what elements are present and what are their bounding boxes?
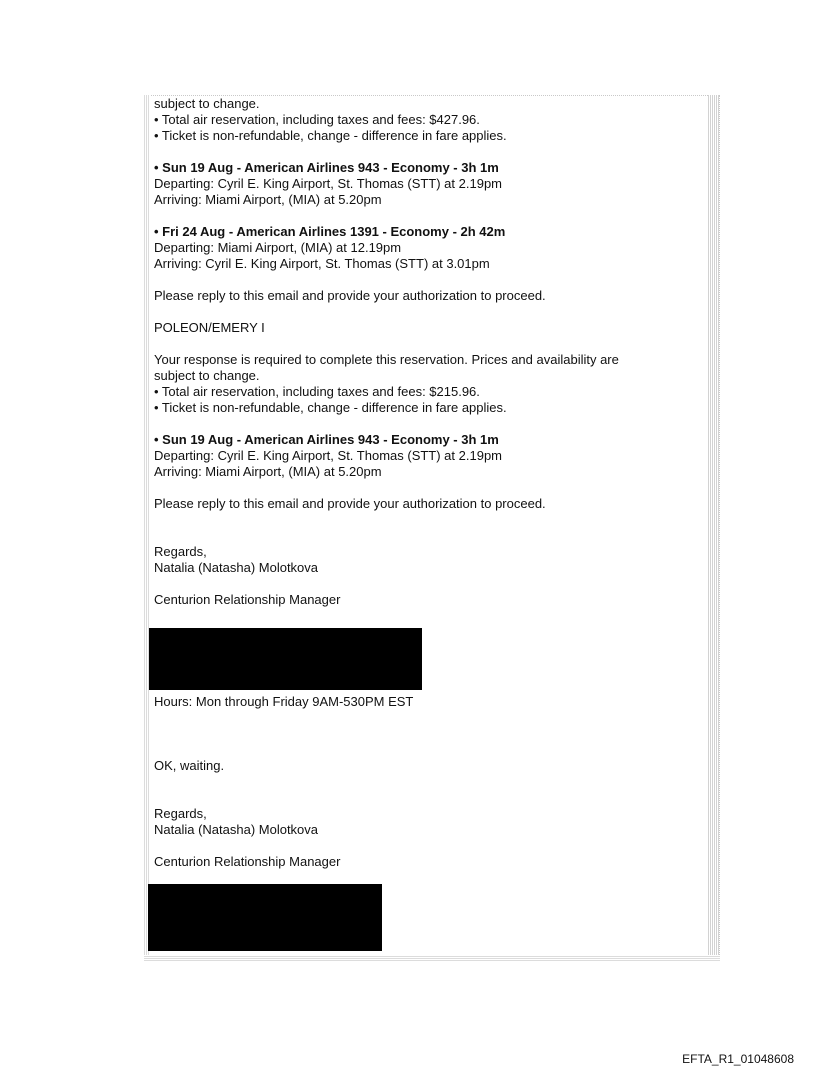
- redaction-block: [149, 628, 422, 690]
- signature1-title: Centurion Relationship Manager: [154, 592, 341, 607]
- document-id: EFTA_R1_01048608: [682, 1052, 794, 1066]
- option1-flight1-depart: Departing: Cyril E. King Airport, St. Thomas (STT) at 2.19pm: [154, 176, 502, 191]
- option1-flight2-header: • Fri 24 Aug - American Airlines 1391 - Economy - 2h 42m: [154, 224, 506, 239]
- option2-ticket: • Ticket is non-refundable, change - difference in fare applies.: [154, 400, 507, 415]
- option1-total: • Total air reservation, including taxes and fees: $427.96.: [154, 112, 480, 127]
- signature2-regards: Regards,: [154, 806, 207, 821]
- frame-left-border: [144, 95, 150, 961]
- option1-flight2-arrive: Arriving: Cyril E. King Airport, St. Thomas (STT) at 3.01pm: [154, 256, 490, 271]
- option2-intro-line1: Your response is required to complete this reservation. Prices and availability are: [154, 352, 619, 367]
- option2-reply: Please reply to this email and provide your authorization to proceed.: [154, 496, 546, 511]
- signature2-title: Centurion Relationship Manager: [154, 854, 341, 869]
- signature1-hours: Hours: Mon through Friday 9AM-530PM EST: [154, 694, 414, 709]
- signature1-regards: Regards,: [154, 544, 207, 559]
- reply-block: [154, 758, 340, 870]
- option1-reply: Please reply to this email and provide your authorization to proceed.: [154, 288, 546, 303]
- passenger-name: POLEON/EMERY I: [154, 320, 265, 335]
- option1-flight2-depart: Departing: Miami Airport, (MIA) at 12.19pm: [154, 240, 402, 255]
- reply-message: OK, waiting.: [154, 758, 225, 773]
- option1-intro-tail: subject to change.: [154, 96, 260, 111]
- option2-total: • Total air reservation, including taxes and fees: $215.96.: [154, 384, 480, 399]
- option1-flight1-arrive: Arriving: Miami Airport, (MIA) at 5.20pm: [154, 192, 382, 207]
- frame-bottom-border: [144, 955, 720, 961]
- option2-flight1-header: • Sun 19 Aug - American Airlines 943 - Economy - 3h 1m: [154, 432, 499, 447]
- option1-flight1-header: • Sun 19 Aug - American Airlines 943 - Economy - 3h 1m: [154, 160, 499, 175]
- signature1-name: Natalia (Natasha) Molotkova: [154, 560, 319, 575]
- signature2-name: Natalia (Natasha) Molotkova: [154, 822, 319, 837]
- frame-right-border: [708, 95, 719, 961]
- email-body: [154, 96, 704, 608]
- redaction-block: [148, 884, 382, 951]
- option1-ticket: • Ticket is non-refundable, change - difference in fare applies.: [154, 128, 507, 143]
- option2-flight1-depart: Departing: Cyril E. King Airport, St. Thomas (STT) at 2.19pm: [154, 448, 502, 463]
- option2-flight1-arrive: Arriving: Miami Airport, (MIA) at 5.20pm: [154, 464, 382, 479]
- option2-intro-line2: subject to change.: [154, 368, 260, 383]
